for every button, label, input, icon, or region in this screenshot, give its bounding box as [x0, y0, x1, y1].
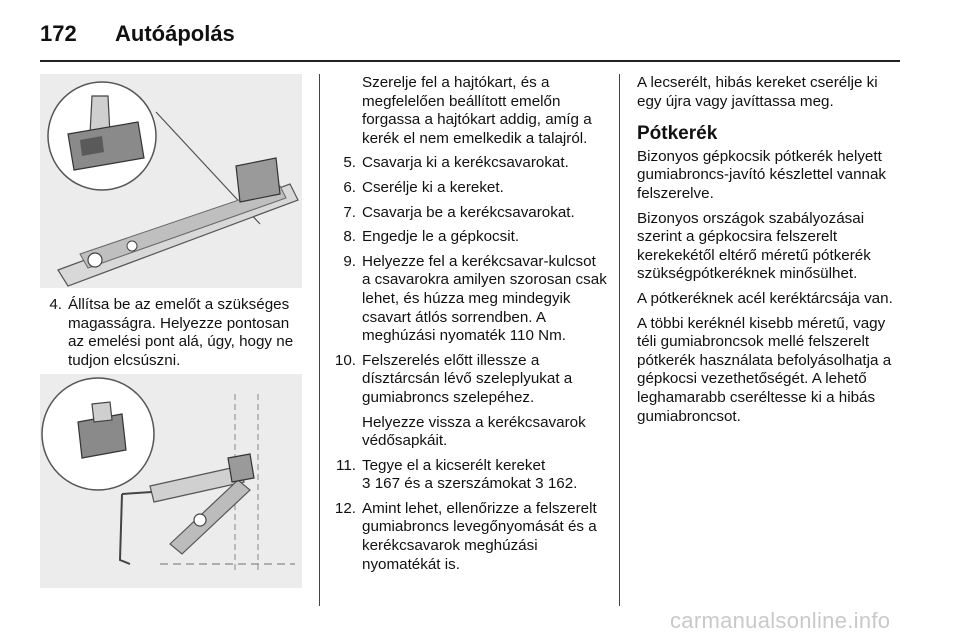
page-ref-arrow: 3 [535, 475, 544, 493]
jack-illustration-1 [40, 74, 302, 288]
page-ref-2[interactable]: 162. [547, 475, 578, 493]
step-10 [330, 352, 608, 408]
step-8 [330, 228, 608, 247]
page-title: Autóápolás [115, 21, 235, 46]
page-number: 172 [40, 21, 77, 46]
section-heading: Pótkerék [637, 123, 718, 145]
step-number: 10. [334, 351, 356, 369]
step-11-text-b: és a szerszámokat [404, 475, 531, 493]
step-text: Cserélje ki a kereket. [362, 178, 504, 196]
column-3 [637, 74, 903, 432]
step-number: 8. [343, 228, 356, 246]
step-12 [330, 500, 608, 574]
step-text: Engedje le a gépkocsit. [362, 228, 520, 246]
paragraph: A többi keréknél kisebb méretű, vagy téli gumiabroncsok mellé felszerelt pótkerék használata befolyásolhatja a gépkocsi vezethetőségét. A lehető leghamarabb cseréltesse ki a hibás gumiabroncsot. [637, 314, 892, 425]
column-2 [330, 74, 608, 580]
step-text: Csavarja be a kerékcsavarokat. [362, 203, 575, 221]
step-text: Amint lehet, ellenőrizze a felszerelt gumiabroncs levegőnyomását és a kerékcsavarok meghúzási nyomatékát is. [362, 499, 597, 573]
column-1 [40, 74, 302, 369]
step-text: Felszerelés előtt illessze a dísztárcsán lévő szeleplyukat a gumiabroncs szelepéhez. [362, 351, 573, 406]
watermark: carmanualsonline.info [670, 608, 891, 633]
step-4 [40, 296, 302, 370]
step-6 [330, 179, 608, 198]
step-9 [330, 253, 608, 346]
step-number: 4. [49, 296, 62, 313]
step-11 [330, 457, 608, 494]
column-divider-1 [319, 74, 320, 606]
paragraph: Bizonyos országok szabályozásai szerint a gépkocsira felszerelt kerekekétől eltérő méretű pótkerék szükségpótkeréknek minősülhet. [637, 209, 871, 283]
step-number: 7. [343, 203, 356, 221]
step-11-text-a: Tegye el a kicserélt kereket [362, 456, 546, 474]
page-header [40, 14, 235, 54]
step-10-continuation: Helyezze vissza a kerékcsavarok védősapkáit. [362, 413, 586, 450]
step-text: Állítsa be az emelőt a szükséges magasságra. Helyezze pontosan az emelési pont alá, úgy, hogy ne tudjon elcsúszni. [68, 296, 294, 369]
jack-closeup-drawing [40, 74, 302, 288]
jack-crank-drawing [40, 374, 302, 588]
step-number: 9. [343, 252, 356, 270]
paragraph: Bizonyos gépkocsik pótkerék helyett gumiabroncs-javító készlettel vannak felszerelve. [637, 147, 887, 202]
step-5 [330, 154, 608, 173]
paragraph: A lecserélt, hibás kereket cserélje ki egy újra vagy javíttassa meg. [637, 74, 878, 110]
header-rule [40, 60, 900, 62]
step-number: 6. [343, 178, 356, 196]
step-text: Csavarja ki a kerékcsavarokat. [362, 154, 569, 172]
step-number: 11. [336, 456, 356, 474]
step-text: Helyezze fel a kerékcsavar-kulcsot a csavarokra amilyen szorosan csak lehet, és húzza meg mindegyik csavart átlós sorrendben. A meghúzási nyomaték 110 Nm. [362, 252, 607, 345]
step-4-continuation: Szerelje fel a hajtókart, és a megfelelően beállított emelőn forgassa a hajtókart addig, amíg a kerék el nem emelkedik a talajról. [362, 74, 592, 147]
page-ref-arrow: 3 [362, 475, 371, 493]
step-7 [330, 204, 608, 223]
page-ref-1[interactable]: 167 [374, 475, 401, 493]
step-number: 5. [343, 154, 356, 172]
jack-illustration-2 [40, 374, 302, 588]
step-text [362, 457, 608, 494]
paragraph: A pótkeréknek acél keréktárcsája van. [637, 289, 893, 307]
step-number: 12. [334, 499, 356, 517]
column-divider-2 [619, 74, 620, 606]
